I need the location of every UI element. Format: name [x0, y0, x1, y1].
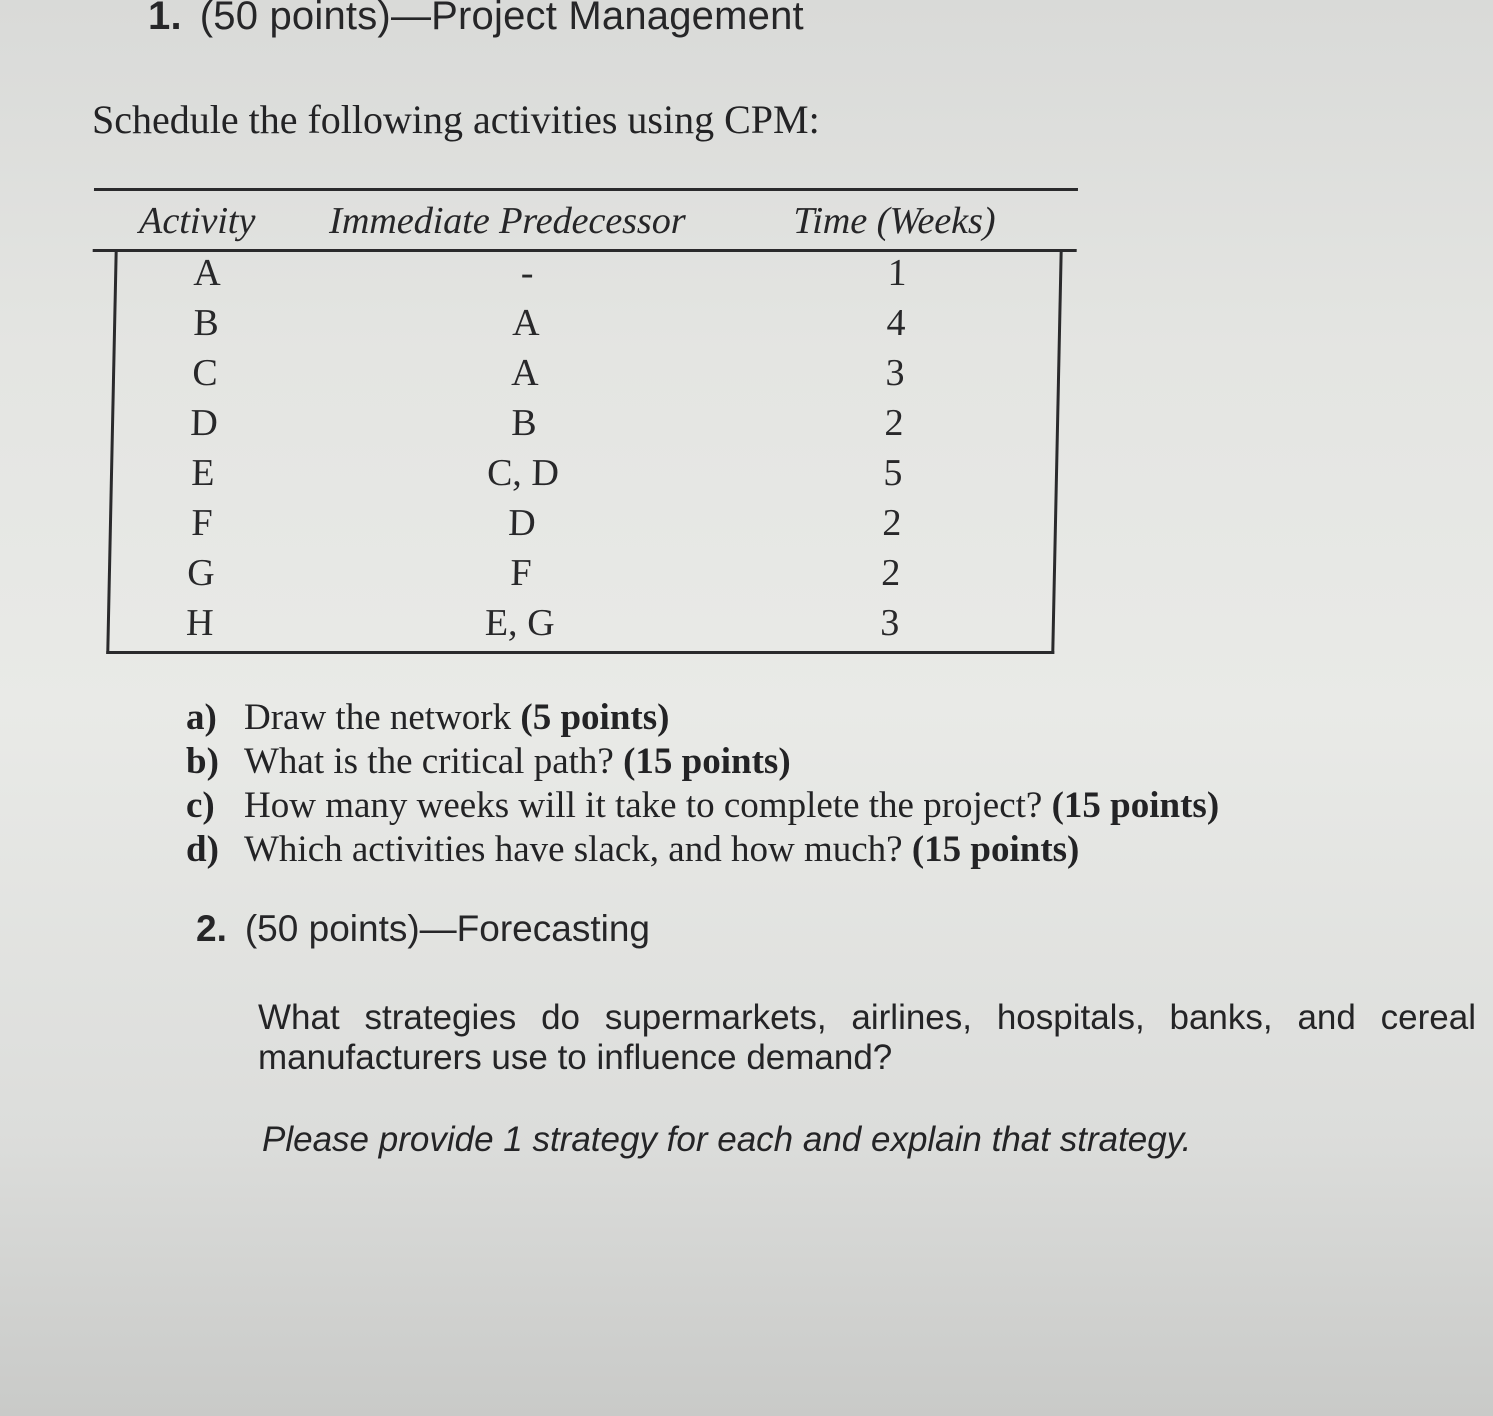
predecessor-cell: A: [511, 302, 541, 344]
subquestion-a: [186, 696, 669, 739]
subquestion-points: (5 points): [520, 697, 670, 738]
subquestion-letter: a): [186, 697, 217, 738]
table-row: [109, 601, 1052, 651]
activity-cell: F: [190, 502, 213, 544]
prompt-word: banks,: [1169, 998, 1273, 1037]
activity-cell: E: [190, 452, 216, 494]
prompt-word: and: [1297, 998, 1356, 1037]
question-2-prompt-line-1: [258, 998, 1476, 1038]
time-cell: 2: [880, 552, 901, 594]
activity-cell: H: [185, 602, 215, 644]
question-2-heading: [196, 908, 650, 950]
subquestion-points: (15 points): [623, 741, 791, 782]
activity-cell: C: [191, 352, 219, 394]
time-cell: 3: [879, 602, 900, 644]
table-row: [113, 401, 1056, 451]
question-1-title: (50 points)—Project Management: [199, 0, 804, 38]
time-cell: 3: [885, 352, 906, 394]
question-2-prompt: [258, 998, 1480, 1078]
header-predecessor: Immediate Predecessor: [328, 200, 687, 242]
time-cell: 1: [887, 252, 908, 294]
subquestion-text: Draw the network: [244, 697, 512, 738]
activity-cell: B: [193, 302, 220, 344]
header-time: Time (Weeks): [792, 200, 997, 242]
table-row: [111, 501, 1054, 551]
subquestion-d: [186, 828, 1079, 871]
activity-cell: G: [186, 552, 216, 594]
prompt-word: airlines,: [851, 998, 972, 1037]
predecessor-cell: D: [507, 502, 537, 544]
table-header-row: [93, 188, 1078, 252]
prompt-word: do: [541, 998, 581, 1037]
table-body: [106, 249, 1062, 654]
question-1-intro: Schedule the following activities using CPM:: [92, 97, 820, 142]
predecessor-cell: F: [509, 552, 532, 594]
prompt-word: supermarkets,: [604, 998, 827, 1037]
time-cell: 5: [883, 452, 903, 494]
subquestion-text: Which activities have slack, and how much?: [244, 829, 903, 870]
table-row: [112, 451, 1055, 501]
prompt-word: What: [258, 998, 340, 1037]
table-row: [115, 351, 1058, 401]
table-row: [117, 251, 1060, 301]
predecessor-cell: B: [510, 402, 538, 444]
predecessor-cell: -: [520, 252, 534, 294]
activity-table: [84, 188, 1078, 654]
question-1-number: 1.: [148, 0, 182, 38]
time-cell: 2: [882, 502, 902, 544]
question-2-number: 2.: [196, 908, 227, 949]
question-2-title: (50 points)—Forecasting: [244, 908, 650, 949]
prompt-word: hospitals,: [996, 998, 1145, 1037]
subquestion-b: [186, 740, 791, 783]
predecessor-cell: C, D: [486, 452, 560, 494]
question-2-prompt-line-2: manufacturers use to influence demand?: [258, 1038, 893, 1077]
subquestion-letter: c): [186, 785, 215, 826]
time-cell: 4: [886, 302, 907, 344]
subquestion-points: (15 points): [1051, 785, 1220, 826]
prompt-word: strategies: [364, 998, 517, 1037]
subquestion-letter: b): [186, 741, 219, 782]
subquestion-text: What is the critical path?: [244, 741, 614, 782]
subquestion-letter: d): [186, 829, 219, 870]
subquestion-c: [186, 784, 1219, 827]
time-cell: 2: [884, 402, 905, 444]
question-2-instruction: Please provide 1 strategy for each and explain that strategy.: [262, 1120, 1192, 1159]
subquestion-points: (15 points): [911, 829, 1080, 870]
table-row: [116, 301, 1059, 351]
question-1-heading: [148, 0, 804, 39]
activity-cell: D: [189, 402, 219, 444]
prompt-word: cereal: [1380, 998, 1476, 1037]
predecessor-cell: E, G: [484, 602, 556, 644]
activity-cell: A: [193, 252, 222, 294]
table-row: [110, 551, 1053, 601]
header-activity: Activity: [138, 200, 256, 242]
subquestion-text: How many weeks will it take to complete the project?: [244, 785, 1043, 826]
predecessor-cell: A: [510, 352, 540, 394]
